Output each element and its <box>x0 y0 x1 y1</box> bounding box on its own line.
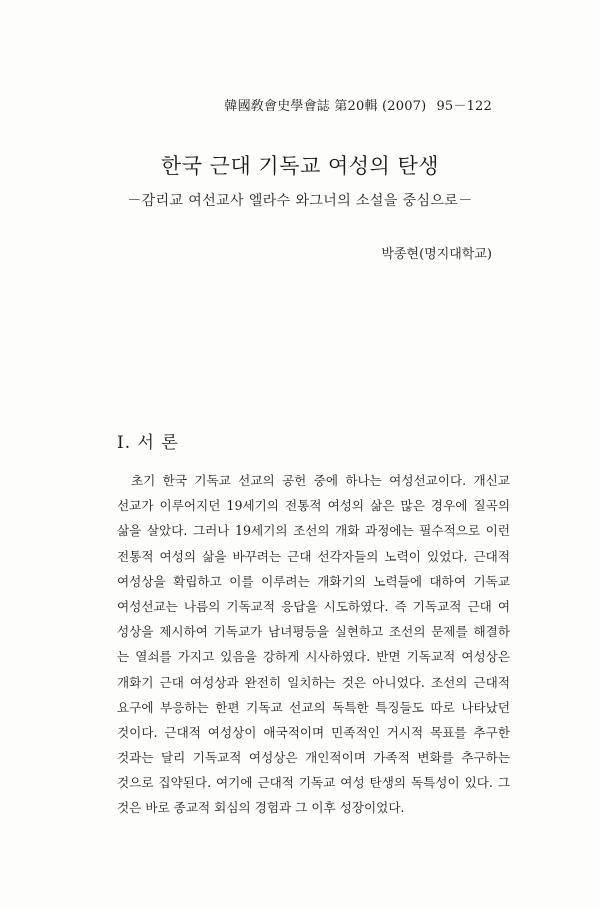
journal-name: 韓國敎會史學會誌 第20輯 (2007) <box>224 99 427 114</box>
page-range: 95－122 <box>436 99 492 114</box>
body-line: 것이다. 근대적 여성상이 애국적이며 민족적인 거시적 목표를 추구한 <box>117 724 510 740</box>
body-line: 것은 바로 종교적 회심의 경험과 그 이후 성장이었다. <box>117 800 405 816</box>
body-line: 여성상을 확립하고 이를 이루려는 개화기의 노력들에 대하여 기독교 <box>117 573 510 589</box>
section-heading: I. 서 론 <box>117 433 179 453</box>
body-line: 성상을 제시하여 기독교가 남녀평등을 실현하고 조선의 문제를 해결하 <box>117 624 510 640</box>
body-line: 것으로 집약된다. 여기에 근대적 기독교 여성 탄생의 독특성이 있다. 그 <box>117 775 510 791</box>
body-line: 는 열쇠를 가지고 있음을 강하게 시사하였다. 반면 기독교적 여성상은 <box>117 649 510 665</box>
body-line: 선교가 이루어지던 19세기의 전통적 여성의 삶은 많은 경우에 질곡의 <box>117 498 510 514</box>
author-affiliation: 박종현(명지대학교) <box>381 247 492 262</box>
running-head <box>224 95 492 114</box>
body-line: 개화기 근대 여성상과 완전히 일치하는 것은 아니었다. 조선의 근대적 <box>117 674 510 690</box>
body-line: 요구에 부응하는 한편 기독교 선교의 독특한 특징들도 따로 나타났던 <box>117 699 510 715</box>
paper-subtitle: －감리교 여선교사 엘라수 와그너의 소설을 중심으로－ <box>127 193 473 209</box>
paper-title: 한국 근대 기독교 여성의 탄생 <box>160 154 440 178</box>
body-paragraph <box>117 468 510 821</box>
body-line: 것과는 달리 기독교적 여성상은 개인적이며 가족적 변화를 추구하는 <box>117 750 510 766</box>
body-line: 초기 한국 기독교 선교의 공헌 중에 하나는 여성선교이다. 개신교 <box>131 473 510 488</box>
body-line: 전통적 여성의 삶을 바꾸려는 근대 선각자들의 노력이 있었다. 근대적 <box>117 548 510 564</box>
body-line: 여성선교는 나름의 기독교적 응답을 시도하였다. 즉 기독교적 근대 여 <box>117 598 510 614</box>
body-line: 삶을 살았다. 그러나 19세기의 조선의 개화 과정에는 필수적으로 이런 <box>117 523 510 539</box>
